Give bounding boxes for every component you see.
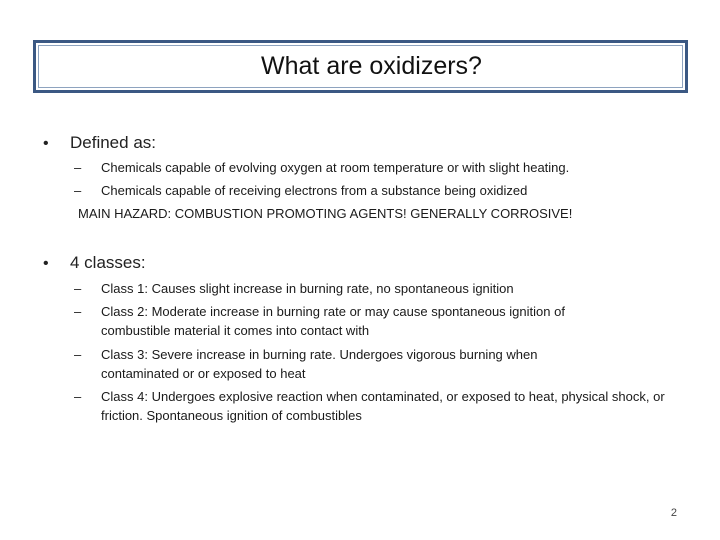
dash-marker: –: [74, 304, 82, 319]
class-text: Class 4: Undergoes explosive reaction when contaminated, or exposed to heat, physical shock, or friction. Spontaneous ignition of combustibles: [101, 389, 665, 423]
bullet-label: 4 classes:: [70, 253, 146, 272]
dash-marker: –: [74, 347, 82, 362]
definition-text: Chemicals capable of evolving oxygen at room temperature or with slight heating.: [101, 160, 570, 175]
class-text: Class 2: Moderate increase in burning rate or may cause spontaneous ignition of combustible material it comes into contact with: [101, 304, 565, 338]
definition-item: [72, 181, 672, 200]
title-box: [33, 40, 688, 93]
slide-title: What are oxidizers?: [261, 52, 482, 80]
definition-item: [72, 158, 672, 177]
bullet-defined-as: [43, 133, 156, 153]
class-text: Class 1: Causes slight increase in burning rate, no spontaneous ignition: [101, 281, 514, 296]
dash-marker: –: [74, 389, 82, 404]
bullet-label: Defined as:: [70, 133, 156, 152]
bullet-marker: •: [43, 255, 49, 272]
dash-marker: –: [74, 160, 82, 175]
definition-text: Chemicals capable of receiving electrons from a substance being oxidized: [101, 183, 528, 198]
class-text: Class 3: Severe increase in burning rate. Undergoes vigorous burning when contaminated or or exposed to heat: [101, 347, 538, 381]
dash-marker: –: [74, 281, 82, 296]
bullet-4-classes: [43, 253, 146, 273]
class-item-1: [72, 279, 672, 298]
bullet-marker: •: [43, 135, 49, 152]
class-item-3: [72, 345, 612, 383]
class-item-4: [72, 387, 682, 425]
class-item-2: [72, 302, 632, 340]
main-hazard-note: MAIN HAZARD: COMBUSTION PROMOTING AGENTS! GENERALLY CORROSIVE!: [78, 206, 573, 221]
dash-marker: –: [74, 183, 82, 198]
page-number: 2: [670, 507, 677, 519]
